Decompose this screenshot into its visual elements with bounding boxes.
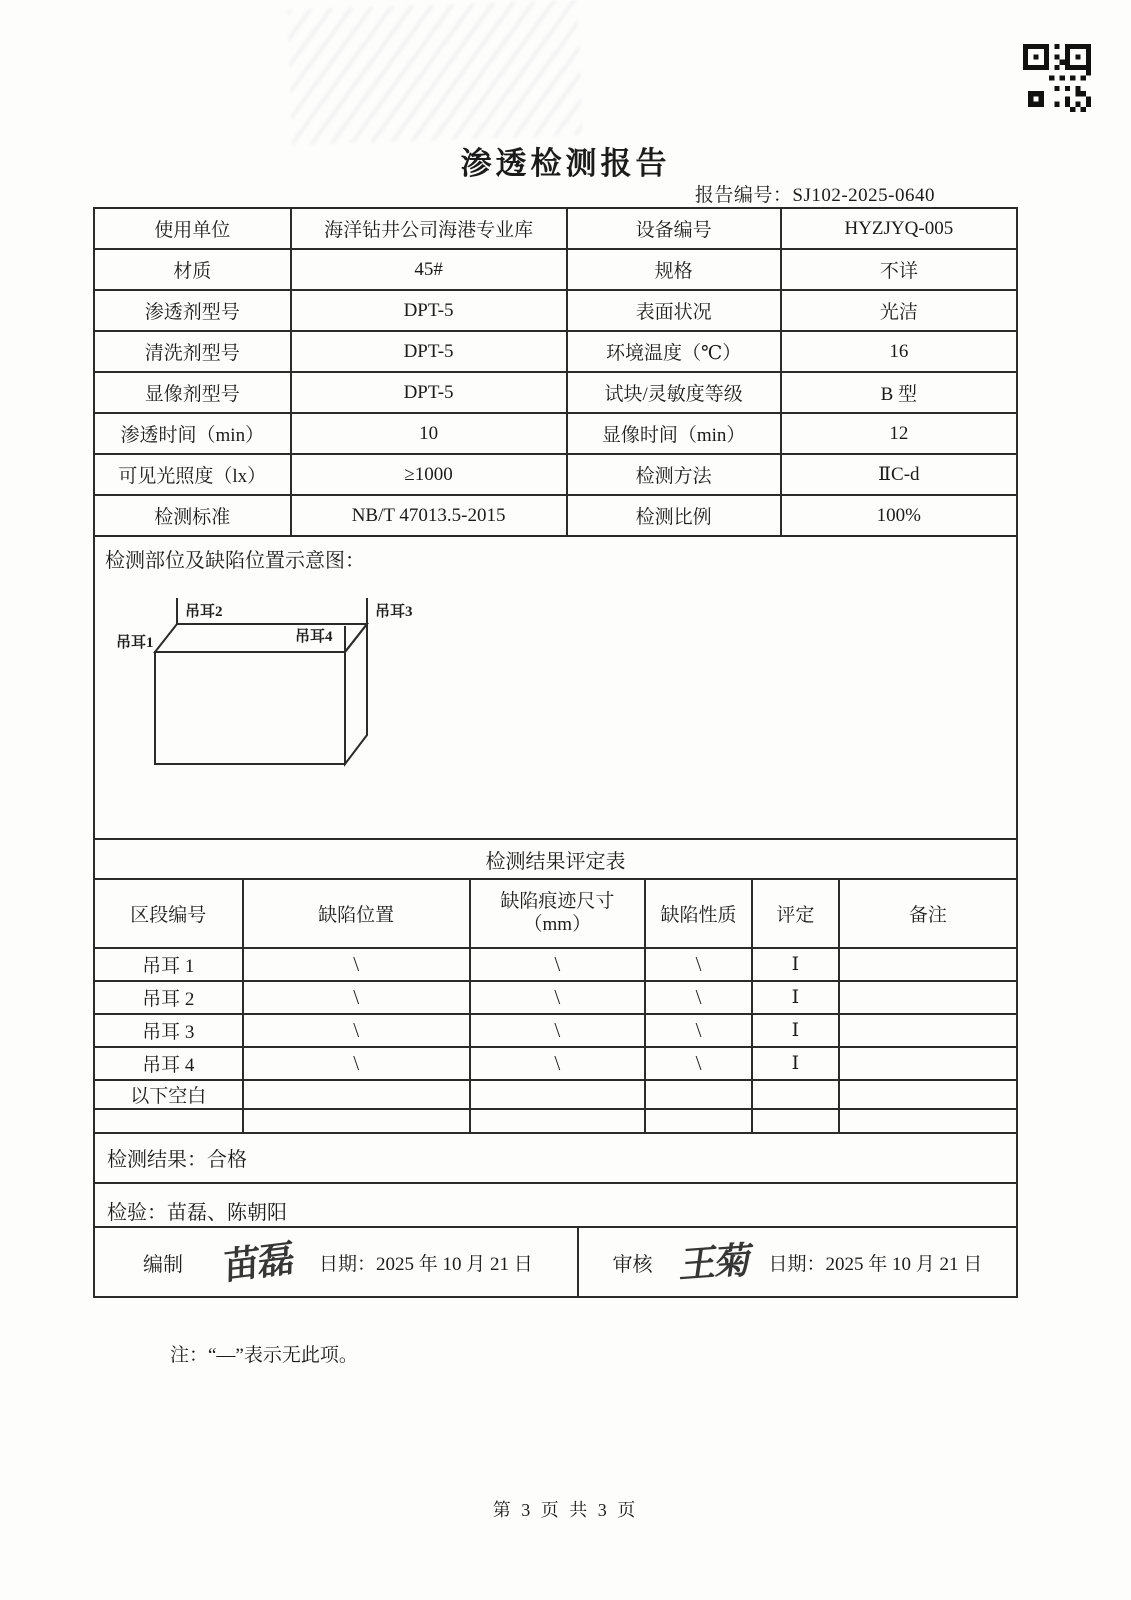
defect-position-cell: \	[243, 1047, 470, 1080]
test-result-section	[93, 1132, 1018, 1184]
test-result-label: 检测结果：	[107, 1149, 207, 1171]
lug-position-diagram	[115, 573, 505, 788]
table-row	[94, 454, 1017, 495]
lug4-label: 吊耳4	[295, 629, 333, 645]
prepared-date	[319, 1249, 533, 1276]
table-row	[94, 331, 1017, 372]
table-row	[94, 1109, 1017, 1133]
remark-cell	[839, 1109, 1017, 1133]
column-header: 缺陷位置	[243, 879, 470, 948]
info-label: 规格	[567, 249, 781, 290]
info-label: 表面状况	[567, 290, 781, 331]
lug2-label: 吊耳2	[185, 604, 223, 620]
info-value: DPT-5	[291, 331, 567, 372]
grade-cell	[752, 1109, 839, 1133]
table-row	[94, 495, 1017, 536]
reviewed-by-signature: 王菊	[677, 1238, 753, 1287]
qr-code-icon	[1023, 44, 1091, 112]
grade-cell	[752, 1080, 839, 1109]
info-value: 45#	[291, 249, 567, 290]
results-table	[93, 838, 1018, 1134]
info-value: NB/T 47013.5-2015	[291, 495, 567, 536]
prepared-by-signature: 苗磊	[222, 1236, 294, 1289]
info-value: 100%	[781, 495, 1017, 536]
table-row	[94, 290, 1017, 331]
defect-size-cell: \	[470, 981, 645, 1014]
column-header-line2: （mm）	[523, 913, 592, 935]
inspector-section	[93, 1182, 1018, 1228]
defect-nature-cell: \	[645, 1047, 752, 1080]
segment-cell: 以下空白	[94, 1080, 243, 1109]
info-value: 16	[781, 331, 1017, 372]
grade-cell: Ⅰ	[752, 1014, 839, 1047]
inspector-names: 苗磊、陈朝阳	[167, 1202, 287, 1224]
prepared-by-label: 编制	[143, 1253, 183, 1276]
table-row	[94, 208, 1017, 249]
table-row	[94, 249, 1017, 290]
footnote: 注：“—”表示无此项。	[170, 1345, 358, 1366]
report-number-line	[695, 180, 935, 207]
segment-cell	[94, 1109, 243, 1133]
date-label: 日期：	[319, 1253, 377, 1275]
defect-position-cell	[243, 1080, 470, 1109]
report-body	[93, 207, 1018, 1298]
column-header: 评定	[752, 879, 839, 948]
info-label: 检测标准	[94, 495, 291, 536]
date-label: 日期：	[768, 1253, 826, 1275]
column-header: 区段编号	[94, 879, 243, 948]
table-row	[94, 372, 1017, 413]
defect-position-cell: \	[243, 948, 470, 981]
info-label: 试块/灵敏度等级	[567, 372, 781, 413]
defect-nature-cell: \	[645, 948, 752, 981]
faint-diagonal-watermark	[288, 0, 583, 145]
column-header-line1: 缺陷痕迹尺寸	[500, 890, 615, 912]
info-value: 12	[781, 413, 1017, 454]
info-value: B 型	[781, 372, 1017, 413]
report-number-value: SJ102-2025-0640	[792, 185, 935, 206]
page-title: 渗透检测报告	[460, 146, 671, 181]
reviewed-by-cell	[579, 1228, 1016, 1296]
box-right-face	[345, 624, 367, 764]
grade-cell: Ⅰ	[752, 981, 839, 1014]
defect-nature-cell	[645, 1080, 752, 1109]
defect-nature-cell: \	[645, 1014, 752, 1047]
test-result-value: 合格	[207, 1149, 247, 1171]
segment-cell: 吊耳 1	[94, 948, 243, 981]
info-label: 清洗剂型号	[94, 331, 291, 372]
column-header: 缺陷性质	[645, 879, 752, 948]
results-table-title-row	[94, 839, 1017, 879]
segment-cell: 吊耳 4	[94, 1047, 243, 1080]
reviewed-by-label: 审核	[612, 1253, 653, 1276]
info-label: 可见光照度（lx）	[94, 454, 291, 495]
info-value: 海洋钻井公司海港专业库	[291, 208, 567, 249]
info-value: DPT-5	[291, 290, 567, 331]
table-row	[94, 413, 1017, 454]
table-row	[94, 981, 1017, 1014]
info-value: ≥1000	[291, 454, 567, 495]
info-label: 检测方法	[567, 454, 781, 495]
reviewed-date	[769, 1249, 983, 1276]
report-number-label: 报告编号：	[694, 185, 793, 206]
inspector-label: 检验：	[107, 1202, 167, 1224]
column-header: 备注	[839, 879, 1017, 948]
defect-size-cell: \	[470, 1014, 645, 1047]
diagram-section	[93, 535, 1018, 840]
table-row	[94, 1080, 1017, 1109]
table-row	[94, 948, 1017, 981]
remark-cell	[839, 948, 1017, 981]
prepared-by-cell	[95, 1228, 579, 1296]
segment-cell: 吊耳 2	[94, 981, 243, 1014]
box-front-face	[155, 652, 345, 764]
info-label: 使用单位	[94, 208, 291, 249]
defect-size-cell	[470, 1109, 645, 1133]
info-value: ⅡC-d	[781, 454, 1017, 495]
info-value: DPT-5	[291, 372, 567, 413]
remark-cell	[839, 1014, 1017, 1047]
defect-position-cell	[243, 1109, 470, 1133]
info-label: 显像时间（min）	[567, 413, 781, 454]
info-value: 光洁	[781, 290, 1017, 331]
defect-size-cell: \	[470, 1047, 645, 1080]
lug3-label: 吊耳3	[375, 604, 413, 620]
info-label: 材质	[94, 249, 291, 290]
table-row	[94, 1047, 1017, 1080]
info-table	[93, 207, 1018, 537]
info-value: 10	[291, 413, 567, 454]
info-value: HYZJYQ-005	[781, 208, 1017, 249]
info-value: 不详	[781, 249, 1017, 290]
remark-cell	[839, 1080, 1017, 1109]
defect-position-cell: \	[243, 981, 470, 1014]
info-label: 显像剂型号	[94, 372, 291, 413]
info-label: 渗透剂型号	[94, 290, 291, 331]
table-row	[94, 1014, 1017, 1047]
lug1-label: 吊耳1	[116, 635, 154, 651]
box-top-face	[155, 624, 367, 652]
info-label: 设备编号	[567, 208, 781, 249]
grade-cell: Ⅰ	[752, 1047, 839, 1080]
defect-nature-cell	[645, 1109, 752, 1133]
results-table-title: 检测结果评定表	[94, 839, 1017, 879]
grade-cell: Ⅰ	[752, 948, 839, 981]
info-label: 检测比例	[567, 495, 781, 536]
remark-cell	[839, 981, 1017, 1014]
info-label: 环境温度（℃）	[567, 331, 781, 372]
date-value: 2025 年 10 月 21 日	[825, 1253, 983, 1275]
diagram-title: 检测部位及缺陷位置示意图：	[105, 550, 365, 572]
defect-size-cell	[470, 1080, 645, 1109]
info-label: 渗透时间（min）	[94, 413, 291, 454]
page-number: 第 3 页 共 3 页	[492, 1500, 639, 1520]
results-header-row	[94, 879, 1017, 948]
defect-nature-cell: \	[645, 981, 752, 1014]
defect-size-cell: \	[470, 948, 645, 981]
signature-row	[93, 1226, 1018, 1298]
defect-position-cell: \	[243, 1014, 470, 1047]
segment-cell: 吊耳 3	[94, 1014, 243, 1047]
remark-cell	[839, 1047, 1017, 1080]
column-header	[470, 879, 645, 948]
date-value: 2025 年 10 月 21 日	[376, 1253, 533, 1275]
